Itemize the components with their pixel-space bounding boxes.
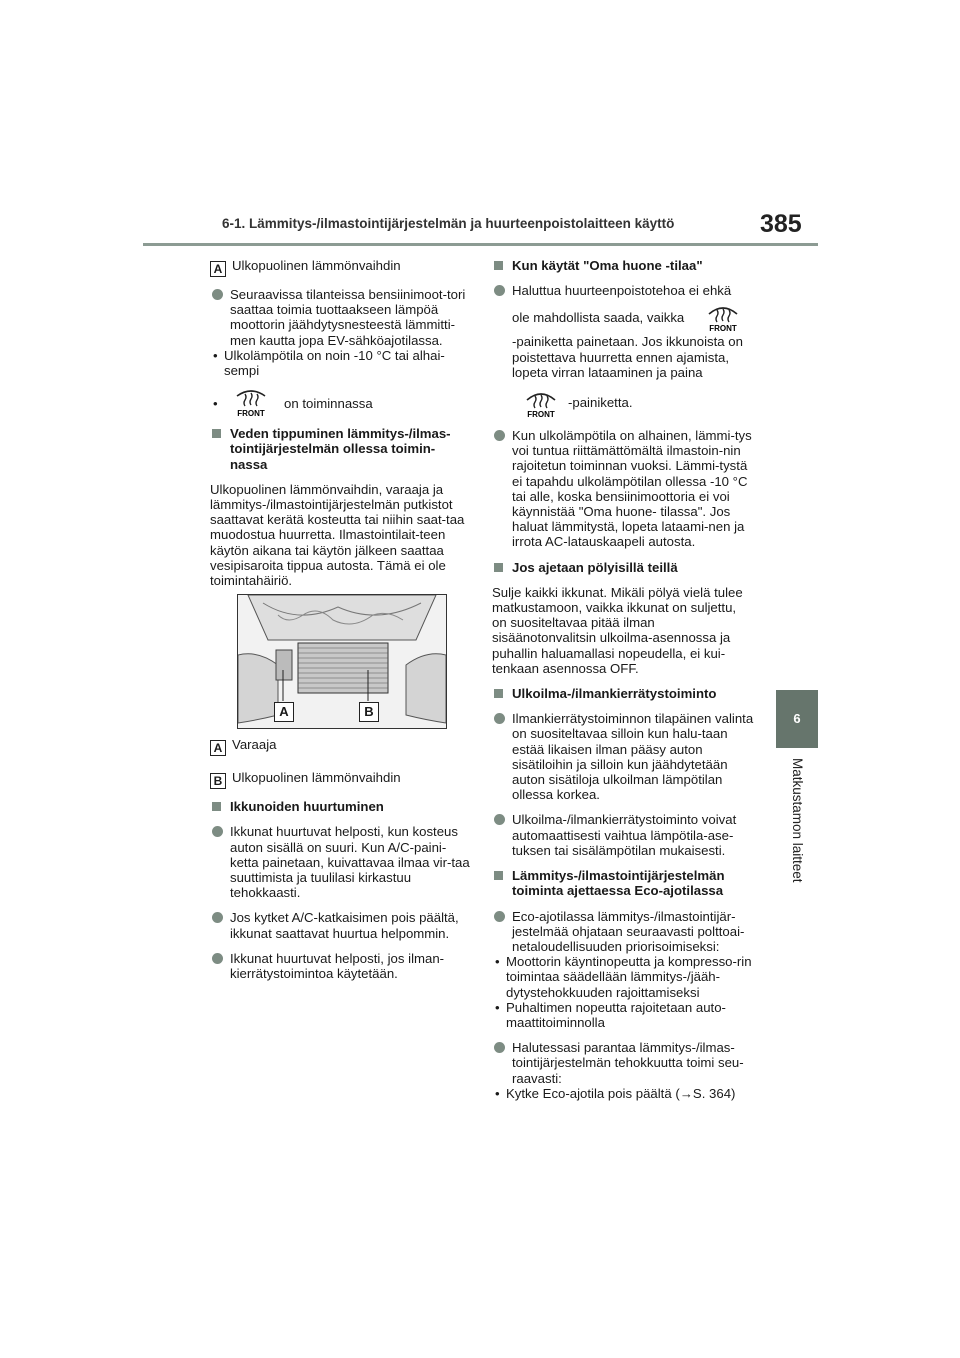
list-item: • Moottorin käyntinopeutta ja kompresso-rin toimintaa säädellään lämmitys-/jääh-dytystehokkuuden rajoittamiseksi <box>495 954 752 1000</box>
bullet-dot-icon <box>212 826 223 837</box>
front-defrost-icon <box>524 388 558 418</box>
note-item: Ikkunat huurtuvat helposti, kun kosteus auton sisällä on suuri. Kun A/C-paini-ketta painetaan, kuivattavaa ilmaa vir-taa suuttimista ja tuulilasi kirkastuu tehokkaasti. <box>210 824 472 900</box>
section-heading: Kun käytät "Oma huone -tilaa" <box>492 258 754 273</box>
square-bullet-icon <box>494 563 503 572</box>
bullet-dot-icon <box>212 912 223 923</box>
note-item: Halutessasi parantaa lämmitys-/ilmas-tointijärjestelmän tehokkuutta toimi seu-raavasti: <box>492 1040 754 1086</box>
bullet-dot-icon <box>494 814 505 825</box>
bullet-dot-icon <box>494 285 505 296</box>
bullet-dot-icon <box>494 430 505 441</box>
page-number: 385 <box>760 210 802 238</box>
note-item: Ulkoilma-/ilmankierrätystoiminto voivat automaattisesti vaihtua lämpötila-ase-tuksen tai sisälämpötilan mukaisesti. <box>492 812 754 858</box>
note-item: Ikkunat huurtuvat helposti, jos ilman-kierrätystoimintoa käytetään. <box>210 951 472 981</box>
note-item: Ilmankierrätystoiminnon tilapäinen valinta on suositeltavaa silloin kun halu-taan estää likaisen ilman pääsy auton sisätiloihin ja silloin kun jäähdytetään auton sisätiloja ulkoilman lämpötilan ollessa korkea. <box>492 711 754 802</box>
list-item: • Ulkolämpötila on noin -10 °C tai alhai-sempi <box>213 347 445 379</box>
heat-exchanger-label: Ulkopuolinen lämmönvaihdin <box>232 258 401 273</box>
chapter-tab[interactable]: 6 <box>776 690 818 748</box>
note-item: Jos kytket A/C-katkaisimen pois päältä, ikkunat saattavat huurtua helpommin. <box>210 910 472 940</box>
label-b: B <box>210 773 226 789</box>
list-item: • Puhaltimen nopeutta rajoitetaan auto-maattitoiminnolla <box>495 999 726 1030</box>
note-item: Seuraavissa tilanteissa bensiinimoot-tori saattaa toimia tuottaakseen lämpöä moottorin jäähdytysnesteestä lämmitti-men kautta jopa EV-sähköajotilassa. <box>210 287 472 348</box>
section-heading: Ikkunoiden huurtuminen <box>210 799 472 814</box>
rear-defrost-front-icon <box>234 388 268 418</box>
square-bullet-icon <box>494 261 503 270</box>
section-heading: Lämmitys-/ilmastointijärjestelmän toiminta ajettaessa Eco-ajotilassa <box>492 868 754 898</box>
left-column <box>210 258 472 991</box>
square-bullet-icon <box>494 871 503 880</box>
header-divider <box>143 243 818 246</box>
bullet-dot-icon <box>494 713 505 724</box>
chapter-title: Matkustamon laitteet <box>790 758 805 883</box>
section-heading: Jos ajetaan pölyisillä teillä <box>492 560 754 575</box>
front-defrost-icon <box>706 302 740 332</box>
callout-b: B <box>359 702 379 722</box>
engine-bay-illustration <box>238 595 446 728</box>
square-bullet-icon <box>494 689 503 698</box>
page-reference-link[interactable]: Kytke Eco-ajotila pois päältä (→S. 364) <box>506 1085 736 1101</box>
paragraph: Sulje kaikki ikkunat. Mikäli pölyä vielä tulee matkustamoon, vaikka ikkunat on suljettu, on suositeltavaa pitää ilman sisäänotonvalitsin ulkoilma-asennossa ja puhallin haluamallasi nopeudella, ei kui-tenkaan asennossa OFF. <box>492 584 743 676</box>
square-bullet-icon <box>212 802 221 811</box>
front-icon-text: FRONT <box>527 410 555 419</box>
label-a: A <box>210 261 226 277</box>
bullet-dot-icon <box>494 1042 505 1053</box>
heat-exchanger-label: Ulkopuolinen lämmönvaihdin <box>232 770 401 786</box>
note-item: Haluttua huurteenpoistotehoa ei ehkä ole mahdollista saada, vaikka FRONT -painiketta painetaan. Jos ikkunoista on poistettava huurretta ennen ajamista, lopeta virran lataaminen ja paina FRONT -painiketta. <box>492 283 754 418</box>
accumulator-label: Varaaja <box>232 737 277 753</box>
note-item: Eco-ajotilassa lämmitys-/ilmastointijär-jestelmää ohjataan seuraavasti polttoai-netaloudellisuuden priorisoimiseksi: <box>492 909 754 955</box>
section-heading: Veden tippuminen lämmitys-/ilmas-tointijärjestelmän ollessa toimin-nassa <box>210 426 472 472</box>
section-title: 6-1. Lämmitys-/ilmastointijärjestelmän ja huurteenpoistolaitteen käyttö <box>222 216 675 231</box>
front-icon-text: FRONT <box>237 409 265 419</box>
list-item: • FRONT on toiminnassa <box>210 388 472 418</box>
note-item: Kun ulkolämpötila on alhainen, lämmi-tys voi tuntua riittämättömältä ilmastoin-nin rajoitetun toiminnan vuoksi. Lämmi-tystä ei tapahdu ulkolämpötilan ollessa -10 °C tai alle, koska bensiinimoottoria ei voi käynnistää "Oma huone- tilassa". Jos haluat lämmitystä, lopeta lataami-nen ja irrota AC-latauskaapeli autosta. <box>492 428 754 550</box>
list-item: • Kytke Eco-ajotila pois päältä (→S. 364) <box>495 1085 736 1101</box>
front-icon-text: FRONT <box>709 324 738 333</box>
chapter-side-label <box>785 758 805 908</box>
bullet-dot-icon <box>212 289 223 300</box>
callout-a: A <box>274 702 294 722</box>
bullet-dot-icon <box>494 911 505 922</box>
paragraph: Ulkopuolinen lämmönvaihdin, varaaja ja lämmitys-/ilmastointijärjestelmän putkistot saattavat kerätä kosteutta tai niihin saat-taa muodostua huurretta. Ilmastointilait-teen käytön aikana tai käytön jälkeen saattaa vesipisaroita tippua autosta. Tämä ei ole toimintahäiriö. <box>210 481 465 589</box>
square-bullet-icon <box>212 429 221 438</box>
bullet-dot-icon <box>212 953 223 964</box>
right-column <box>492 258 754 1101</box>
engine-bay-photo <box>237 594 447 729</box>
label-a: A <box>210 740 226 756</box>
section-heading: Ulkoilma-/ilmankierrätystoiminto <box>492 686 754 701</box>
